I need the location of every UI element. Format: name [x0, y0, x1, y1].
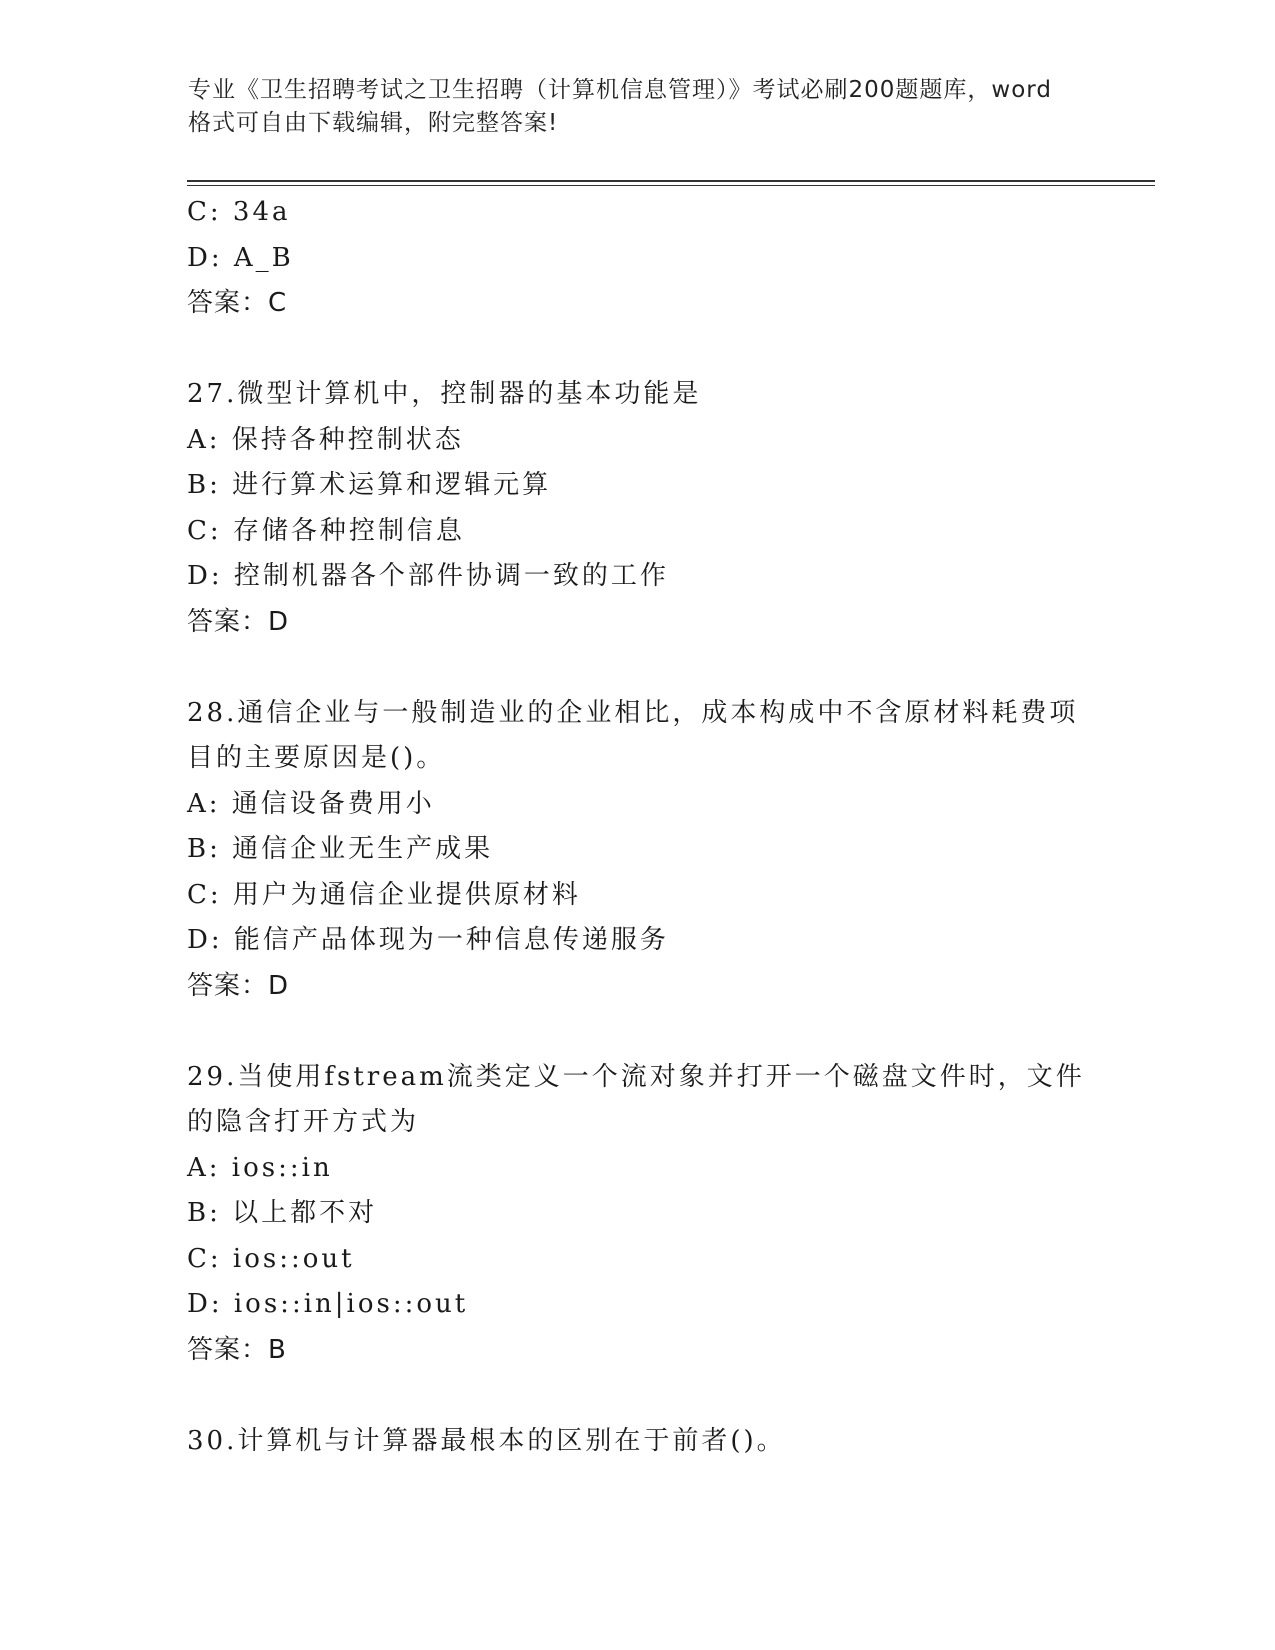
spacer [187, 327, 1127, 373]
spacer [187, 645, 1127, 691]
option-b: B: 以上都不对 [187, 1198, 378, 1228]
spacer [187, 1009, 1127, 1055]
question-stem-line-2: 的隐含打开方式为 [187, 1107, 420, 1137]
option-c: C: 34a [187, 197, 291, 227]
question-stem-line-1: 28.通信企业与一般制造业的企业相比，成本构成中不含原材料耗费项 [187, 697, 1079, 728]
question-list [187, 190, 1127, 1464]
option-b: B: 通信企业无生产成果 [187, 834, 494, 864]
question-stem-line-2: 目的主要原因是()。 [187, 743, 446, 773]
option-d: D: 能信产品体现为一种信息传递服务 [187, 925, 669, 955]
option-a: A: ios::in [187, 1152, 333, 1183]
option-a: A: 通信设备费用小 [187, 788, 435, 819]
question-26-tail [187, 190, 1127, 327]
option-a: A: 保持各种控制状态 [187, 424, 464, 455]
answer-line: 答案：C [187, 288, 288, 318]
header-title-line-2: 格式可自由下载编辑，附完整答案! [188, 110, 559, 136]
answer-line: 答案：D [187, 606, 290, 637]
option-c: C: 存储各种控制信息 [187, 515, 465, 546]
header-divider-thin [187, 185, 1155, 186]
question-29 [187, 1055, 1127, 1374]
page-header [188, 74, 1088, 140]
spacer [187, 1373, 1127, 1419]
option-c: C: 用户为通信企业提供原材料 [187, 879, 581, 910]
header-divider-thick [187, 180, 1155, 182]
option-d: D: ios::in|ios::out [187, 1289, 469, 1319]
option-b: B: 进行算术运算和逻辑元算 [187, 470, 552, 500]
option-d: D: A_B [187, 242, 294, 273]
question-27 [187, 372, 1127, 645]
option-d: D: 控制机器各个部件协调一致的工作 [187, 561, 669, 591]
question-30 [187, 1419, 1127, 1465]
header-title-line-1: 专业《卫生招聘考试之卫生招聘（计算机信息管理）》考试必刷200题题库，word [188, 77, 1052, 103]
question-stem: 27.微型计算机中，控制器的基本功能是 [187, 379, 702, 409]
option-c: C: ios::out [187, 1243, 355, 1274]
question-stem-line-1: 29.当使用fstream流类定义一个流对象并打开一个磁盘文件时，文件 [187, 1061, 1085, 1092]
answer-line: 答案：D [187, 970, 290, 1001]
question-stem: 30.计算机与计算器最根本的区别在于前者()。 [187, 1425, 786, 1456]
answer-line: 答案：B [187, 1334, 287, 1365]
question-28 [187, 691, 1127, 1010]
